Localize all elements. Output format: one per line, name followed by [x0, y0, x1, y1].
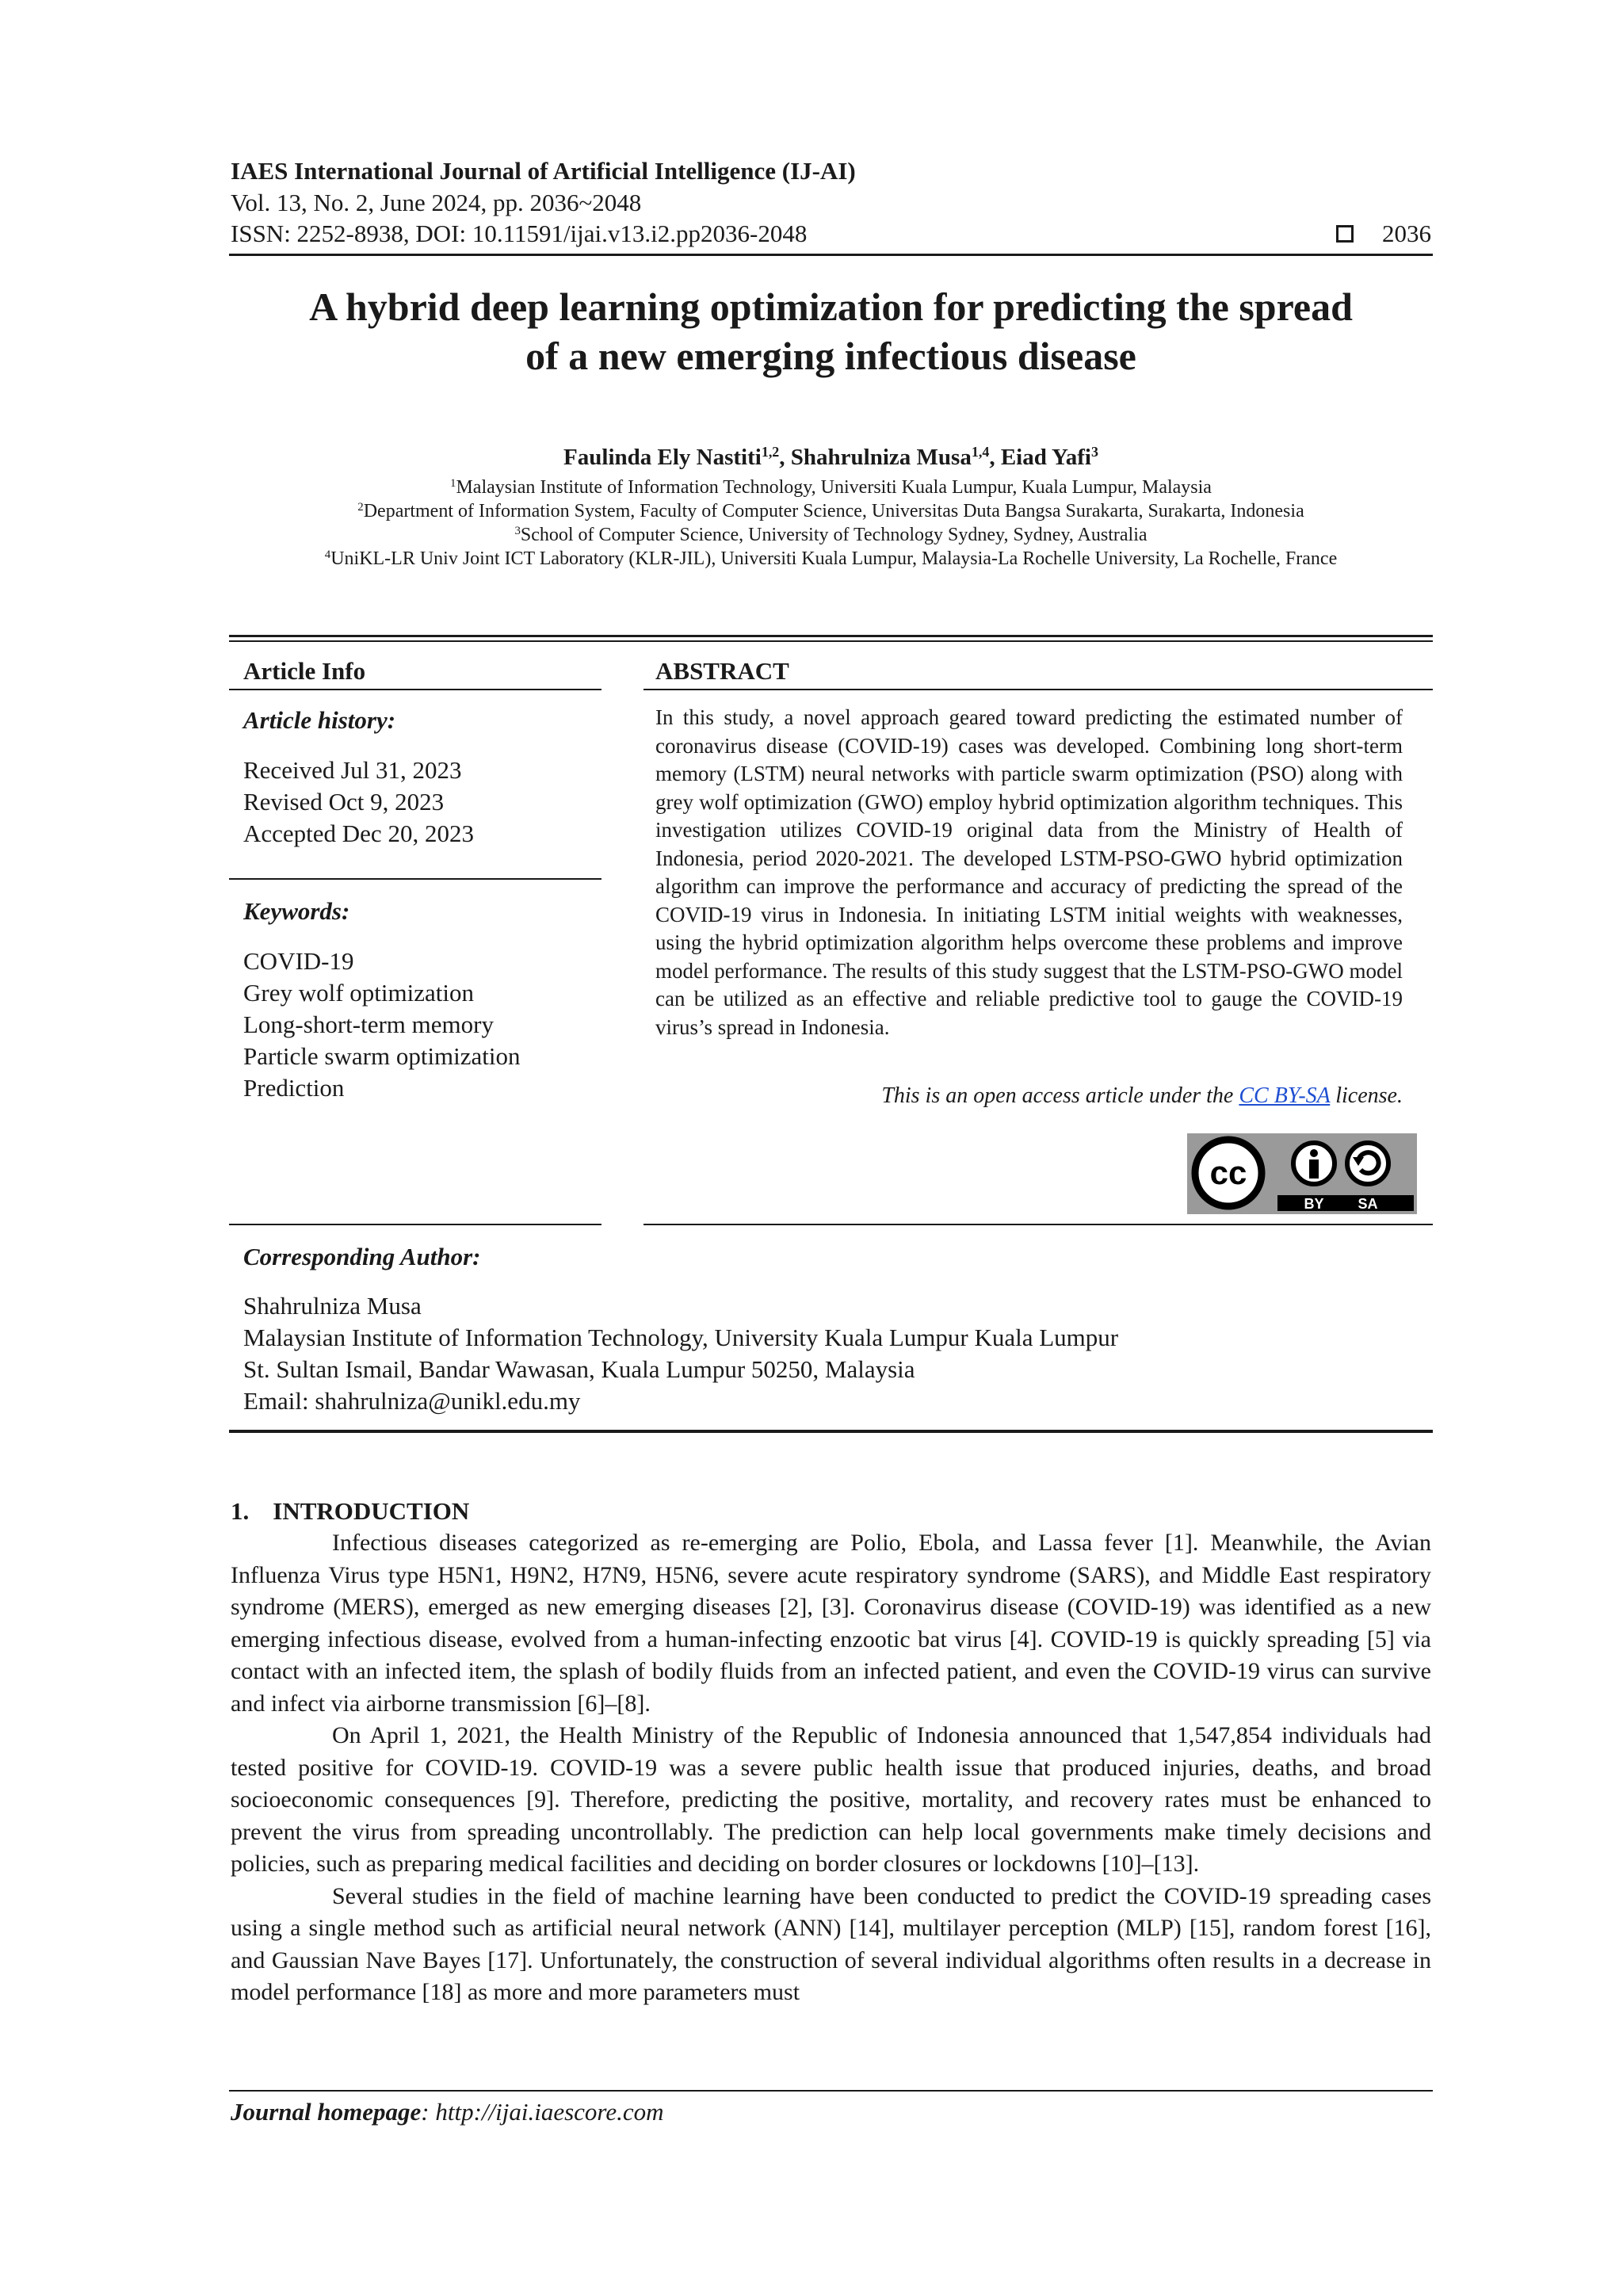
creative-commons-icon — [1195, 1140, 1262, 1206]
paper-title — [231, 282, 1431, 380]
affiliation — [231, 523, 1431, 547]
corresponding-author-heading: Corresponding Author: — [243, 1243, 481, 1270]
author-separator: , — [989, 445, 1001, 470]
badge-by-label: BY — [1304, 1196, 1324, 1212]
introduction-body — [231, 1527, 1431, 2009]
homepage-label: Journal homepage — [231, 2098, 422, 2126]
info-box-top-rule-2 — [229, 640, 1433, 642]
cc-by-sa-link[interactable]: CC BY-SA — [1239, 1083, 1331, 1108]
corresponding-address-1: Malaysian Institute of Information Technology, University Kuala Lumpur Kuala Lumpur — [243, 1324, 1119, 1351]
accepted-date: Accepted Dec 20, 2023 — [243, 819, 474, 847]
issn-doi-line: ISSN: 2252-8938, DOI: 10.11591/ijai.v13.i2.pp2036-2048 — [231, 220, 808, 247]
keyword: Grey wolf optimization — [243, 979, 474, 1007]
received-date: Received Jul 31, 2023 — [243, 756, 462, 784]
open-access-note — [881, 1082, 1403, 1110]
title-line-2: of a new emerging infectious disease — [525, 334, 1136, 378]
author-separator: , — [779, 445, 791, 470]
author-affil-sup: 3 — [1090, 444, 1098, 460]
journal-name: IAES International Journal of Artificial Intelligence (IJ-AI) — [231, 157, 856, 185]
keyword: Long-short-term memory — [243, 1010, 494, 1038]
abstract-text: In this study, a novel approach geared toward predicting the estimated number of coronavirus disease (COVID-19) cases was developed. Combining long short-term memory (LSTM) neural networks with particle swarm optimization (PSO) along with grey wolf optimization (GWO) employ hybrid optimization algorithm techniques. This investigation utilizes COVID-19 original data from the Ministry of Health of Indonesia, period 2020-2021. The developed LSTM-PSO-GWO hybrid optimization algorithm can improve the performance and accuracy of predicting the spread of the COVID-19 virus in Indonesia. In initiating LSTM initial weights with weaknesses, using the hybrid optimization algorithm helps overcome these problems and improve model performance. The results of this study suggest that the LSTM-PSO-GWO model can be utilized as an effective and reliable predictive tool to gauge the COVID-19 virus’s spread in Indonesia. — [655, 705, 1403, 1039]
author-name: Faulinda Ely Nastiti — [563, 445, 762, 470]
title-line-1: A hybrid deep learning optimization for predicting the spread — [309, 285, 1353, 329]
abstract-heading: ABSTRACT — [655, 657, 789, 685]
author-affil-sup: 1,2 — [761, 444, 780, 460]
oa-prefix: This is an open access article under the — [881, 1083, 1239, 1108]
journal-homepage — [231, 2096, 663, 2128]
paragraph: Infectious diseases categorized as re-emerging are Polio, Ebola, and Lassa fever [1]. Meanwhile, the Avian Influenza Virus type H5N1, H9N2, H7N9, H5N6, severe acute respiratory syndrome (SARS), and Middle East respiratory syndrome (MERS), emerged as new emerging diseases [2], [3]. Coronavirus disease (COVID-19) was identified as a new emerging infectious disease, evolved from a human-infecting enzootic bat virus [4]. COVID-19 is quickly spreading [5] via contact with an infected item, the splash of bodily fluids from an infected patient, and even the COVID-19 virus can survive and infect via airborne transmission [6]–[8]. — [231, 1530, 1431, 1717]
ballot-box-icon — [1336, 225, 1354, 243]
attribution-person-icon — [1293, 1143, 1335, 1184]
oa-suffix: license. — [1330, 1083, 1403, 1108]
section-number: 1. — [231, 1497, 250, 1525]
corresponding-email: Email: shahrulniza@unikl.edu.my — [243, 1387, 581, 1415]
affiliation-sup: 4 — [324, 548, 331, 561]
footer-rule — [229, 2090, 1433, 2092]
affiliation-text: Department of Information System, Faculty of Computer Science, Universitas Duta Bangsa Surakarta, Surakarta, Indonesia — [363, 501, 1304, 521]
author-affil-sup: 1,4 — [971, 444, 990, 460]
article-history-heading: Article history: — [243, 706, 396, 734]
affiliation-sup: 2 — [357, 500, 364, 514]
affiliation — [231, 476, 1431, 499]
affiliation-sup: 1 — [450, 476, 456, 490]
page-number: 2036 — [1382, 220, 1431, 247]
corresponding-author-name: Shahrulniza Musa — [243, 1292, 422, 1320]
abstract-column-bottom-rule — [643, 1224, 1433, 1225]
info-box-top-rule — [229, 635, 1433, 637]
affiliation-text: School of Computer Science, University of Technology Sydney, Sydney, Australia — [520, 525, 1148, 545]
badge-sa-label: SA — [1358, 1196, 1378, 1212]
corresponding-address-2: St. Sultan Ismail, Bandar Wawasan, Kuala Lumpur 50250, Malaysia — [243, 1355, 915, 1383]
affiliation-text: UniKL-LR Univ Joint ICT Laboratory (KLR-JIL), Universiti Kuala Lumpur, Malaysia-La Rochelle University, La Rochelle, France — [330, 548, 1338, 569]
cc-glyph: cc — [1209, 1154, 1247, 1191]
page-number-block — [1336, 219, 1431, 249]
header-rule — [229, 254, 1433, 256]
article-info-heading: Article Info — [243, 657, 366, 685]
info-column-bottom-rule — [229, 1224, 601, 1225]
revised-date: Revised Oct 9, 2023 — [243, 788, 445, 816]
keyword: COVID-19 — [243, 947, 354, 975]
paragraph: Several studies in the field of machine learning have been conducted to predict the COVID-19 spreading cases using a single method such as artificial neural network (ANN) [14], multilayer perception (MLP) [15], random forest [16], and Gaussian Nave Bayes [17]. Unfortunately, the construction of several individual algorithms often results in a decrease in model performance [18] as more and more parameters must — [231, 1882, 1431, 2005]
abstract-rule — [643, 689, 1433, 690]
share-alike-icon — [1347, 1143, 1388, 1184]
keyword: Particle swarm optimization — [243, 1042, 521, 1070]
keywords-heading: Keywords: — [243, 897, 350, 925]
cc-by-sa-license-badge[interactable] — [1187, 1133, 1417, 1214]
keyword: Prediction — [243, 1074, 345, 1102]
homepage-url[interactable]: : http://ijai.iaescore.com — [421, 2098, 664, 2126]
affiliation — [231, 499, 1431, 523]
author-name: Shahrulniza Musa — [790, 445, 972, 470]
author-list — [231, 443, 1431, 472]
paragraph: On April 1, 2021, the Health Ministry of the Republic of Indonesia announced that 1,547,854 individuals had tested positive for COVID-19. COVID-19 was a severe public health issue that produced injuries, deaths, and broad socioeconomic consequences [9]. Therefore, predicting the positive, mortality, and recovery rates must be enhanced to prevent the virus from spreading uncontrollably. The prediction can help local governments make timely decisions and policies, such as preparing medical facilities and deciding on border closures or lockdowns [10]–[13]. — [231, 1722, 1431, 1877]
info-box-bottom-rule — [229, 1430, 1433, 1433]
affiliation-sup: 3 — [514, 524, 521, 537]
author-name: Eiad Yafi — [1000, 445, 1091, 470]
affiliation-text: Malaysian Institute of Information Technology, Universiti Kuala Lumpur, Kuala Lumpur, Malaysia — [456, 477, 1212, 498]
article-info-rule — [229, 689, 601, 690]
affiliation — [231, 547, 1431, 571]
volume-line: Vol. 13, No. 2, June 2024, pp. 2036~2048 — [231, 189, 642, 216]
section-heading — [231, 1496, 469, 1526]
section-title: INTRODUCTION — [273, 1497, 470, 1525]
history-rule — [229, 878, 601, 880]
